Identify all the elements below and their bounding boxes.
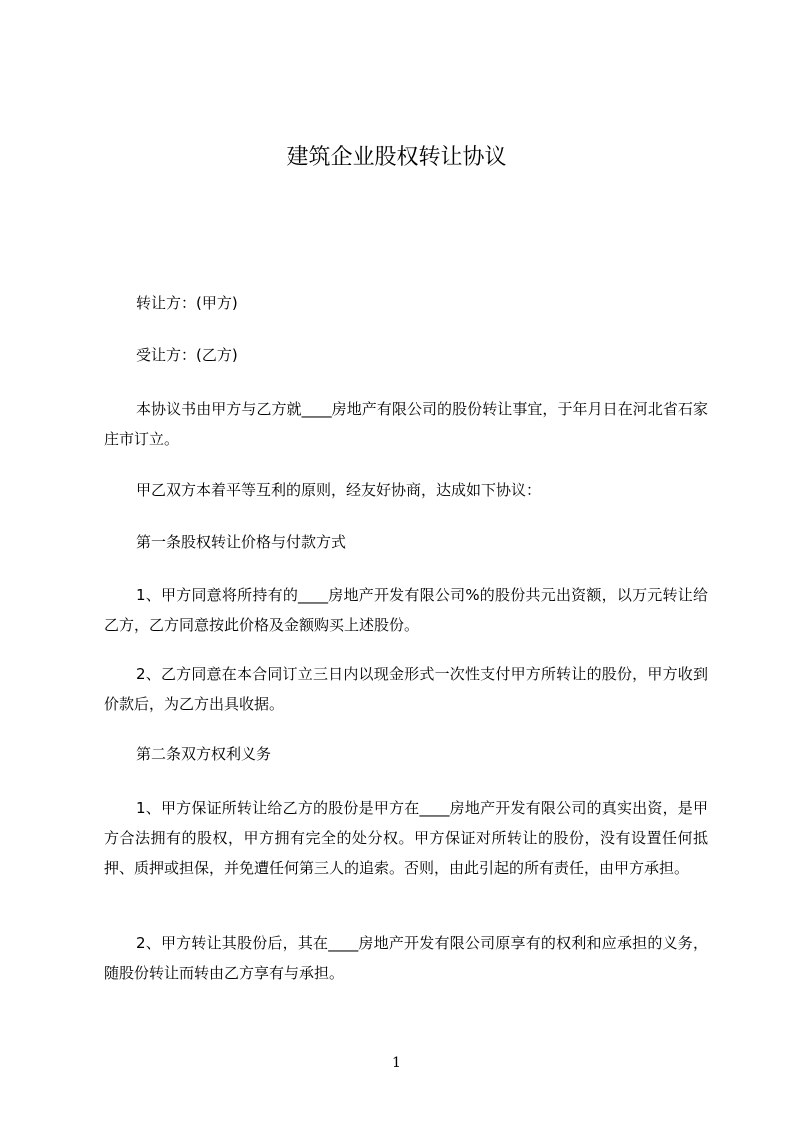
transferor-line: 转让方：(甲方)	[136, 294, 238, 312]
article-2-clause-2: 2、甲方转让其股份后，其在____房地产开发有限公司原享有的权利和应承担的义务，随股份转让而转由乙方享有与承担。	[104, 934, 708, 982]
document-title: 建筑企业股权转让协议	[286, 145, 507, 170]
article-2-clause-1: 1、甲方保证所转让给乙方的股份是甲方在____房地产开发有限公司的真实出资，是甲方合法拥有的股权，甲方拥有完全的处分权。甲方保证对所转让的股份，没有设置任何抵押、质押或担保，并免遭任何第三人的追索。否则，由此引起的所有责任，由甲方承担。	[104, 799, 708, 877]
page-number: 1	[392, 1055, 401, 1071]
article-1-heading: 第一条股权转让价格与付款方式	[136, 533, 347, 551]
transferee-line: 受让方：(乙方)	[136, 346, 238, 364]
intro-paragraph: 本协议书由甲方与乙方就____房地产有限公司的股份转让事宜，于年月日在河北省石家庄市订立。	[104, 400, 708, 448]
article-2-heading: 第二条双方权利义务	[136, 745, 272, 763]
article-1-clause-1: 1、甲方同意将所持有的____房地产开发有限公司%的股份共元出资额，以万元转让给乙方，乙方同意按此价格及金额购买上述股份。	[104, 586, 708, 634]
consensus-paragraph: 甲乙双方本着平等互利的原则，经友好协商，达成如下协议：	[136, 481, 542, 499]
article-1-clause-2: 2、乙方同意在本合同订立三日内以现金形式一次性支付甲方所转让的股份，甲方收到价款后，为乙方出具收据。	[104, 665, 708, 713]
